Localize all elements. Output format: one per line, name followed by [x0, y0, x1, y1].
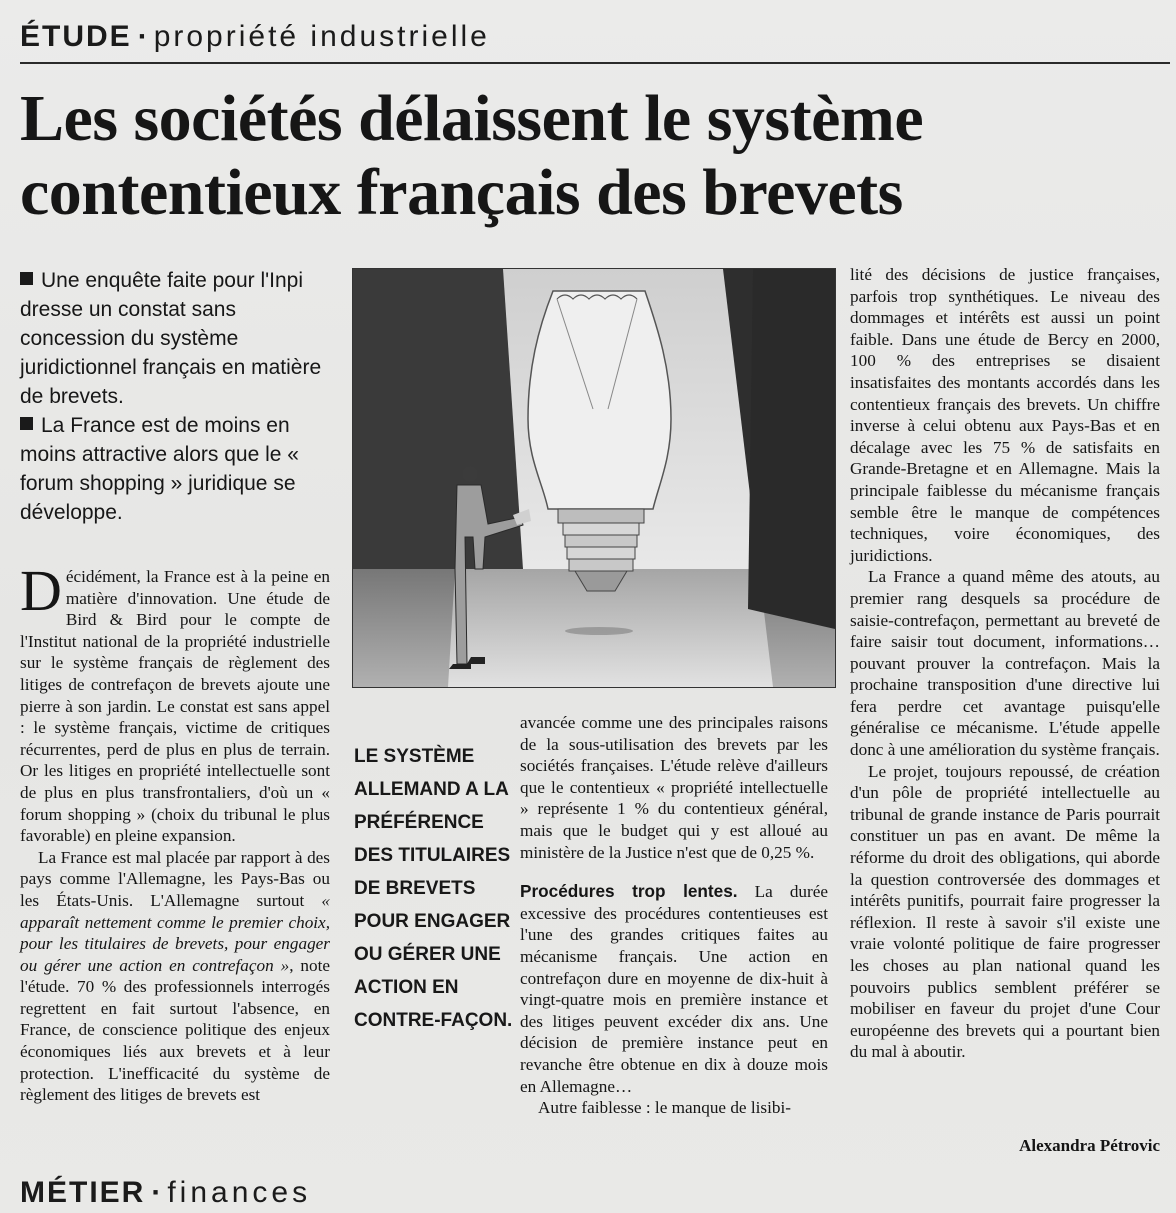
paragraph — [850, 566, 1160, 760]
article-column-3 — [850, 264, 1160, 1063]
paragraph — [20, 847, 330, 1106]
article-column-1 — [20, 558, 331, 1106]
footer-section-label: MÉTIER — [20, 1176, 146, 1209]
article-headline: Les sociétés délaissent le système contentieux français des brevets — [20, 82, 924, 229]
separator-dot: · — [151, 1176, 162, 1209]
paragraph-text: La France a quand même des atouts, au premier rang desquels sa procédure de saisie-contrefaçon, permettant au breveté de faire saisir tout document, informations… pouvant prouver la contrefaçon. Mais la prochaine transposition d'une directive lui fera perdre cet avantage puisqu'elle généralise ce mécanisme. L'étude appelle donc à une amélioration du système français. — [850, 567, 1160, 760]
section-rubric — [20, 20, 490, 54]
header-rule — [20, 62, 1170, 64]
author-signature: Alexandra Pétrovic — [1019, 1136, 1160, 1155]
paragraph — [850, 761, 1160, 1063]
paragraph-text: écidément, la France est à la peine en matière d'innovation. Une étude de Bird & Bird pour le compte de l'Institut national de la propriété industrielle sur le système français de règlement des litiges de contrefaçon de brevets ajoute une pierre à son jardin. Le constat est sans appel : le système français, victime de critiques récurrentes, perd de plus en plus de terrain. Or les litiges en propriété intellectuelle sont de plus en plus transfrontaliers, d'où un « forum shopping » (choix du tribunal le plus favorable) en pleine expansion. — [20, 567, 330, 846]
paragraph-text: lité des décisions de justice françaises, parfois trop synthétiques. Le niveau des dommages et intérêts est aussi un point faible. Dans une étude de Bercy en 2000, 100 % des entreprises se disaient insatisfaites des montants accordés dans les contentieux français des brevets. Un chiffre inverse à celui obtenu aux Pays-Bas et en décalage avec les 75 % de satisfaits en Grande-Bretagne et en Allemagne. Mais la principale faiblesse du mécanisme français semble être le manque de compétences techniques, voire économiques, des juridictions. — [850, 265, 1160, 565]
paragraph — [850, 264, 1160, 566]
paragraph-text: La durée excessive des procédures contentieuses est l'une des grandes critiques faites au mécanisme français. Une action en contrefaçon dure en moyenne de dix-huit à vingt-quatre mois en première instance et des litiges peuvent excéder dix ans. Une décision de première instance peut en revanche être obtenue en dix à douze mois en Allemagne… — [520, 882, 828, 1096]
standfirst-text: Une enquête faite pour l'Inpi dresse un constat sans concession du système juridictionnel français en matière de brevets. — [20, 269, 322, 408]
article-column-2 — [520, 712, 828, 1119]
standfirst-text: La France est de moins en moins attractive alors que le « forum shopping » juridique se développe. — [20, 414, 299, 524]
standfirst — [20, 266, 340, 527]
paragraph-text: La France est mal placée par rapport à des pays comme l'Allemagne, les Pays-Bas ou les États-Unis. L'Allemagne surtout — [20, 847, 330, 910]
lightbulb-drawing — [353, 269, 835, 687]
bullet-square-icon — [20, 417, 33, 430]
subheading: Procédures trop lentes. — [520, 881, 738, 902]
standfirst-item — [20, 266, 340, 411]
footer-subsection-label: finances — [167, 1176, 312, 1209]
paragraph — [520, 881, 828, 1097]
paragraph-text: Autre faiblesse : le manque de lisibi- — [538, 1098, 791, 1118]
bullet-square-icon — [20, 272, 33, 285]
pull-quote: LE SYSTÈME ALLEMAND A LA PRÉFÉRENCE DES TITULAIRES DE BREVETS POUR ENGAGER OU GÉRER UNE ACTION EN CONTRE-FAÇON. — [354, 746, 513, 1031]
drop-cap: D — [20, 558, 62, 623]
paragraph-text: avancée comme une des principales raisons de la sous-utilisation des brevets par les sociétés françaises. L'étude relève d'ailleurs que le contentieux « propriété intellectuelle » représente 1 % du contentieux général, mais que le budget qui y est alloué au ministère de la Justice n'est que de 0,25 %. — [520, 713, 828, 862]
paragraph — [520, 712, 828, 863]
paragraph-text: Le projet, toujours repoussé, de création d'un pôle de propriété intellectuelle au tribunal de grande instance de Paris pourrait constituer un pas en avant. De même la réforme du droit des obligations, qui aborde la question controversée des dommages et intérêts punitifs, pourrait faire progresser la réflexion. Il reste à savoir s'il existe une vraie volonté politique de faire progresser les choses au plan national quand les pouvoirs publics semblent préférer se mobiliser en faveur du projet d'une Cour européenne des brevets qui a pourtant bien du mal à aboutir. — [850, 761, 1160, 1062]
lightbulb-illustration — [352, 268, 836, 688]
paragraph — [520, 1097, 828, 1119]
standfirst-item — [20, 411, 340, 527]
section-label: ÉTUDE — [20, 20, 132, 53]
paragraph — [20, 558, 330, 847]
paragraph-text: , note l'étude. 70 % des professionnels interrogés regrettent en fait surtout l'absence, en France, de conscience politique des enjeux économiques liés aux brevets et à leur protection. L'inefficacité du système de règlement des litiges de brevets est — [20, 955, 331, 1105]
footer-rubric — [20, 1176, 311, 1210]
subsection-label: propriété industrielle — [153, 20, 490, 53]
separator-dot: · — [137, 20, 148, 53]
quotation-italic: « apparaît nettement comme le premier choix, pour les titulaires de brevets, pour engager ou gérer une action en contrefaçon » — [20, 890, 330, 975]
